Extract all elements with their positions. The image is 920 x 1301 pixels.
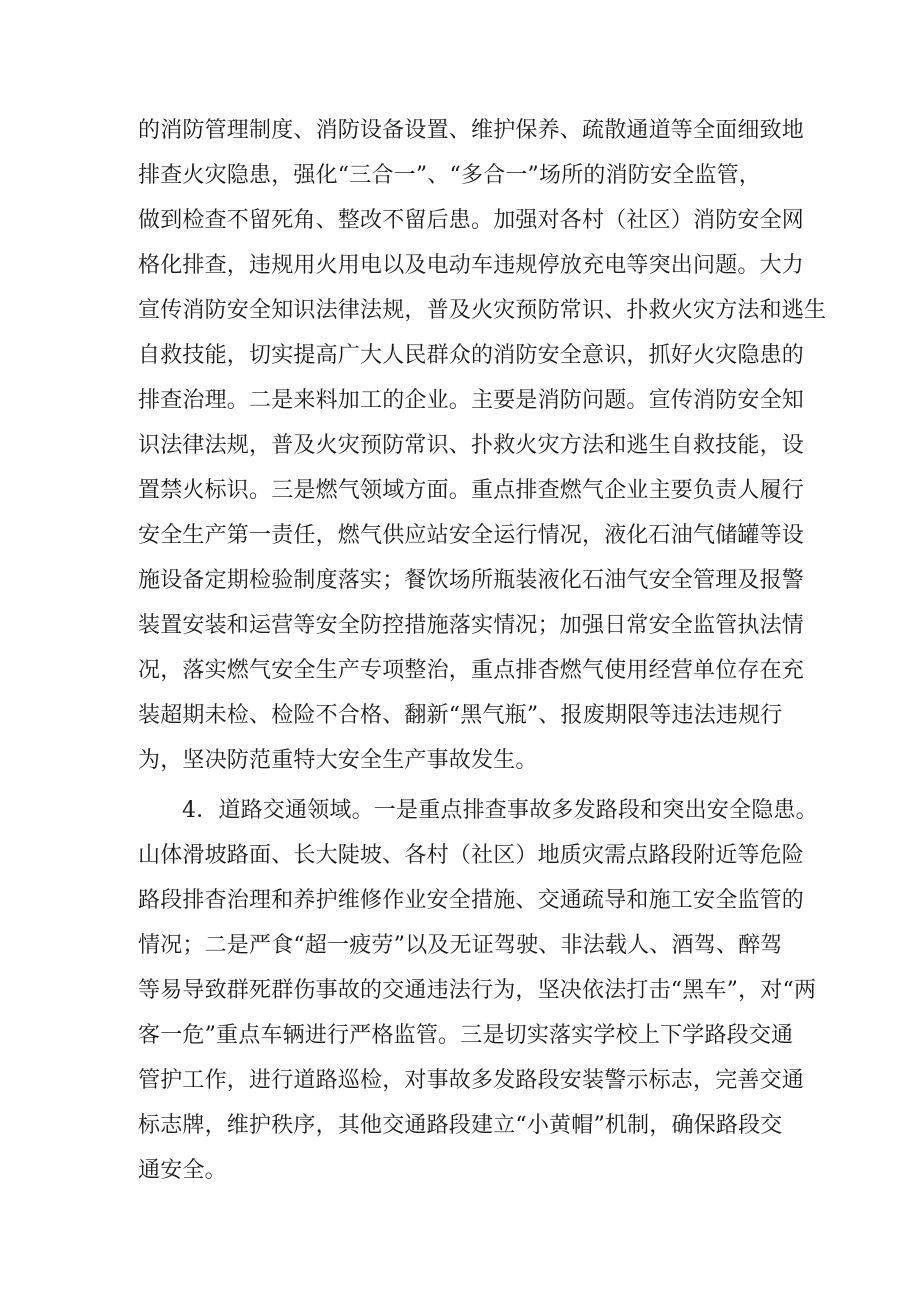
paragraph-fire-gas-safety [138, 108, 827, 783]
text-line: 格化排查，违规用火用电以及电动车违规停放充电等突出问题。大力 [138, 253, 805, 278]
text-line: 为，坚决防范重特大安全生产事故发生。 [138, 748, 538, 773]
text-line: 识法律法规，普及火灾预防常识、扑救火灾方法和逃生自救技能，设 [138, 433, 805, 458]
text-line: 通安全。 [138, 1158, 227, 1183]
text-line: 山体滑坡路面、长大陡坡、各村（社区）地质灾需点路段附近等危险 [138, 843, 805, 868]
text-line: 的消防管理制度、消防设备设置、维护保养、疏散通道等全面细致地 [138, 118, 805, 143]
text-line: 自救技能，切实提高广大人民群众的消防安全意识，抓好火灾隐患的 [138, 343, 805, 368]
text-line: 况，落实燃气安全生产专项整治，重点排杳燃气使用经营单位存在充 [138, 658, 805, 683]
text-line: 4．道路交通领域。一是重点排查事故多发路段和突出安全隐患。 [182, 798, 818, 823]
text-line: 标志牌，维护秩序，其他交通路段建立“小黄帽”机制，确保路段交 [138, 1113, 783, 1138]
text-line: 置禁火标识。三是燃气领域方面。重点排查燃气企业主要负责人履行 [138, 478, 805, 503]
text-line: 宣传消防安全知识法律法规，普及火灾预防常识、扑救火灾方法和逃生 [138, 298, 827, 323]
text-line: 排查火灾隐患，强化“三合一”、“多合一”场所的消防安全监管， [138, 163, 761, 188]
text-line: 情况；二是严食“超一疲劳”以及无证驾驶、非法载人、酒驾、醉驾 [138, 933, 783, 958]
text-line: 等易导致群死群伤事故的交通违法行为，坚决依法打击“黑车”，对“两 [138, 978, 817, 1003]
text-line: 装置安装和运营等安全防控措施落实情况；加强日常安全监管执法情 [138, 613, 805, 638]
text-line: 做到检查不留死角、整改不留后患。加强对各村（社区）消防安全网 [138, 208, 805, 233]
text-line: 安全生产第一责任，燃气供应站安全运行情况，液化石油气储罐等设 [138, 523, 805, 548]
text-line: 管护工作，进行道路巡检，对事故多发路段安装警示标志，完善交通 [138, 1068, 805, 1093]
text-line: 客一危”重点车辆进行严格监管。三是切实落实学校上下学路段交通 [138, 1023, 794, 1048]
text-line: 路段排杳治理和养护维修作业安全措施、交通疏导和施工安全监管的 [138, 888, 805, 913]
document-body [138, 108, 827, 1193]
paragraph-road-traffic [138, 788, 818, 1193]
text-line: 排查治理。二是来料加工的企业。主要是消防问题。宣传消防安全知 [138, 388, 805, 413]
text-line: 装超期未检、检险不合格、翻新“黑气瓶”、报废期限等违法违规行 [138, 703, 783, 728]
text-line: 施设备定期检验制度落实；餐饮场所瓶装液化石油气安全管理及报警 [138, 568, 805, 593]
